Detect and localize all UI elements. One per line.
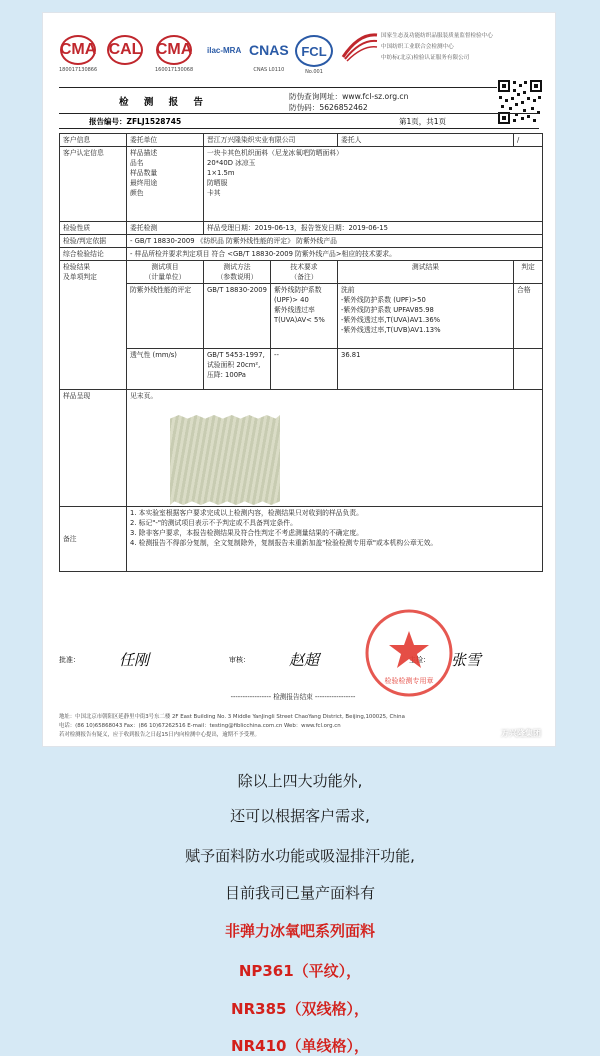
report-number-row: 报告编号：ZFLJ1528745 第1页，共1页 xyxy=(59,113,539,129)
table-row: 样品呈现 见末页。 xyxy=(60,390,543,507)
cma-logo-2: CMA 160017130068 xyxy=(155,35,193,75)
divider xyxy=(59,87,539,88)
report-end: ----------------- 检测报告结束 ----------------- xyxy=(230,693,356,701)
body-line-4: 目前我司已量产面料有 xyxy=(224,884,375,902)
footer-address: 地址：中国北京市朝阳区延静里中街3号东二楼 2F East Building No. 3 Middle YanJingli Street ChaoYang District, Beijing,100025, China 电话：(86 10)65868043 Fax：(86 10)67262516 E-mail：testing@fiblicchina.com.cn Web：www.fcl.org.cn 若对检测报告有疑义，应于收到报告之日起15日内向检测中心提出，逾期不予受理。 xyxy=(59,714,405,738)
svg-text:检验检测专用章: 检验检测专用章 xyxy=(384,677,434,685)
ilac-mra-logo: ilac-MRA xyxy=(207,45,242,55)
official-stamp-icon xyxy=(363,607,455,699)
fabric-sample-swatch xyxy=(170,415,280,505)
cal-logo: CAL xyxy=(107,35,143,75)
body-line-5: 非弹力冰氧吧系列面料 xyxy=(224,922,375,940)
body-line-6: NP361（平纹）， xyxy=(238,962,362,980)
fcl-logo: FCL No.001 xyxy=(295,35,333,75)
signature-row: 批准： 任刚 审核： 赵超 主检： 张雪 xyxy=(59,651,482,669)
cnas-logo: CNAS CNAS L0110 xyxy=(249,42,289,73)
table-row: 备注 1. 本实验室根据客户要求完成以上检测内容，检测结果只对收到的样品负责。 2. 标记"-"的测试项目表示不予判定或不具备判定条件。 3. 除非客户要求，本报告检测结果及符合性判定不考虑测量结果的不确定度。 4. 检测报告不得部分复制，全文复制除外，复制报告未重新加盖"检验检测专用章"或本机构公章无效。 xyxy=(60,507,543,572)
table-row: 检验/判定依据 - GB/T 18830-2009 《纺织品 防紫外线性能的评定》 防紫外线产品 xyxy=(60,235,543,248)
watermark: 万兴隆集团 xyxy=(501,729,541,738)
table-row: 客户信息 委托单位 晋江万兴隆染织实业有限公司 委托人 / xyxy=(60,134,543,147)
body-line-3: 赋予面料防水功能或吸湿排汗功能, xyxy=(185,847,415,865)
table-row: 防紫外线性能的评定 GB/T 18830-2009 紫外线防护系数(UPF)> 40 紫外线透过率T(UVA)AV< 5% 洗前 -紫外线防护系数 (UPF)>50 -紫外线防护系数 UPFAV85.98 -紫外线透过率,T(UVA)AV1.36% -紫外线透过率,T(UVB)AV1.13% 合格 xyxy=(60,284,543,349)
body-line-8: NR410（单线格）， xyxy=(231,1037,369,1055)
report-title: 检 测 报 告 xyxy=(119,97,209,108)
query-info: 防伪查询网址：www.fcl-sz.org.cn 防伪码：5626852462 xyxy=(289,92,409,112)
organization-names: 国家生态及功能纺织品服装质量监督检验中心 中国纺织工业联合会检测中心 中纺标(北京)检验认证服务有限公司 xyxy=(381,33,493,61)
body-line-2: 还可以根据客户需求, xyxy=(230,807,370,825)
cma-logo: CMA 180017130866 xyxy=(59,35,97,75)
body-line-7: NR385（双线格）， xyxy=(231,1000,369,1018)
report-table xyxy=(59,133,543,572)
table-row: 客户认定信息 样品描述 品名 样品数量 最终用途 颜色 一块卡其色机织面料（尼龙冰氧吧防晒面料） 20*40D 冰凉玉 1×1.5m 防晒服 卡其 xyxy=(60,147,543,222)
test-report-image xyxy=(42,12,556,747)
body-line-1: 除以上四大功能外, xyxy=(237,772,363,790)
table-row: 透气性 (mm/s) GB/T 5453-1997, 试验面积 20cm², 压降: 100Pa -- 36.81 xyxy=(60,349,543,390)
table-row: 检验性质 委托检测 样品受理日期：2019-06-13，报告签发日期：2019-06-15 xyxy=(60,222,543,235)
table-row: 检验结果 及单项判定 测试项目 （计量单位） 测试方法 （参数说明） 技术要求 （备注） 测试结果 判定 xyxy=(60,261,543,284)
brand-swoosh-icon xyxy=(339,29,379,63)
table-row: 综合检验结论 - 样品所检并要求判定项目 符合 <GB/T 18830-2009 防紫外线产品>相应的技术要求。 xyxy=(60,248,543,261)
certification-logos xyxy=(59,21,359,91)
